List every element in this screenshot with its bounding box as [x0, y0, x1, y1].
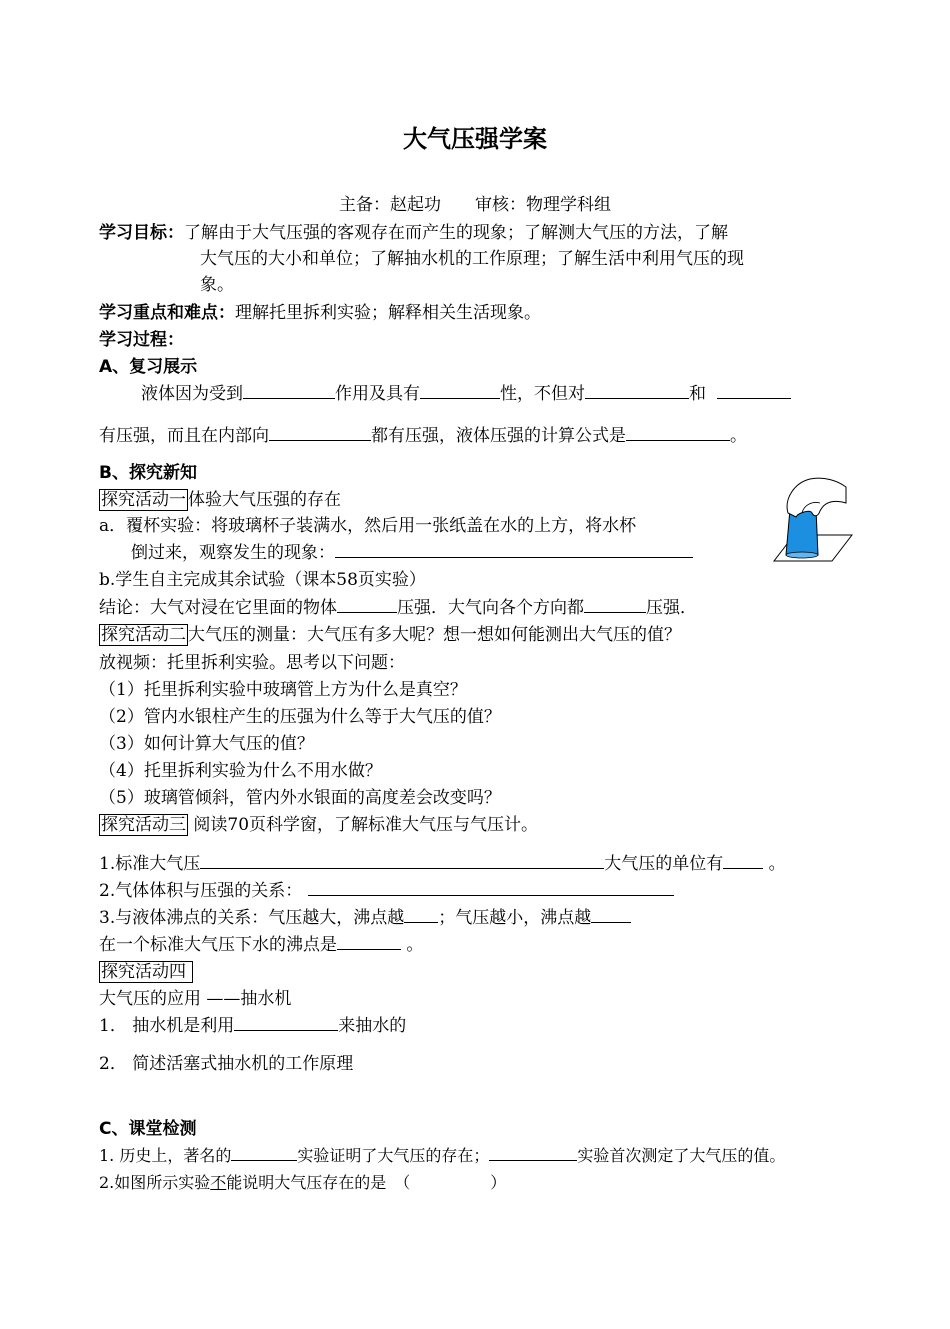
keypoints-label: 学习重点和难点： [99, 303, 235, 323]
standard-pressure-end: 。 [768, 854, 786, 874]
activity-2-line [99, 623, 681, 647]
question-4: （4）托里拆利实验为什么不用水做？ [99, 761, 382, 781]
blank-field[interactable] [337, 933, 401, 950]
activity-2-title: 大气压的测量：大气压有多大呢？想一想如何能测出大气压的值？ [188, 625, 681, 645]
check-q2-text-2: 能说明大气压存在的是 （ ） [226, 1173, 507, 1192]
section-a-text-6: 都有压强，液体压强的计算公式是 [371, 426, 626, 446]
check-q2-underlined: 不 [210, 1173, 227, 1192]
blank-field[interactable] [626, 424, 730, 441]
boiling-point-text-2: ；气压越小，沸点越 [438, 908, 592, 928]
activity-1-line [99, 488, 341, 512]
activity-3-box: 探究活动三 [101, 815, 186, 835]
pump-line-2: 2． 简述活塞式抽水机的工作原理 [99, 1054, 354, 1074]
goals-line-3: 象。 [200, 275, 234, 295]
blank-field[interactable] [335, 541, 693, 558]
goals-line-2: 大气压的大小和单位；了解抽水机的工作原理；了解生活中利用气压的现 [200, 249, 744, 269]
author-line: 主备：赵起功 审核：物理学科组 [339, 195, 611, 215]
goals-label: 学习目标： [99, 223, 184, 243]
activity-4-box: 探究活动四 [99, 961, 193, 983]
goals-text-1: 了解由于大气压强的客观存在而产生的现象；了解测大气压的方法，了解 [184, 223, 728, 243]
activity-4-line [99, 960, 193, 984]
volume-pressure-text: 2.气体体积与压强的关系： [99, 881, 303, 901]
conclusion-line [99, 596, 697, 620]
blank-field[interactable] [489, 1144, 577, 1161]
section-a-text-4: 和 [689, 384, 706, 404]
keypoints-text: 理解托里拆利实验；解释相关生活现象。 [235, 303, 541, 323]
pump-line-1 [99, 1014, 406, 1038]
section-a-text-5: 有压强，而且在内部向 [99, 426, 269, 446]
keypoints-line [99, 301, 541, 325]
activity-1-box: 探究活动一 [101, 490, 186, 510]
volume-pressure-line [99, 879, 674, 903]
check-q2-text-1: 2.如图所示实验 [99, 1173, 211, 1192]
blank-field[interactable] [404, 906, 438, 923]
blank-field[interactable] [584, 596, 646, 613]
blank-field[interactable] [231, 1144, 297, 1161]
standard-pressure-text: 1.标准大气压 [99, 854, 201, 874]
section-a-line-1 [141, 382, 791, 406]
process-label: 学习过程： [99, 330, 184, 350]
check-question-1 [99, 1144, 785, 1168]
blank-field[interactable] [308, 879, 674, 896]
section-a-text-7: 。 [730, 426, 747, 446]
activity-2-box: 探究活动二 [101, 625, 186, 645]
question-2: （2）管内水银柱产生的压强为什么等于大气压的值？ [99, 707, 501, 727]
section-b-heading: B、探究新知 [99, 463, 197, 483]
section-a-text-3: 性，不但对 [500, 384, 585, 404]
standard-pressure-line [99, 852, 786, 876]
section-c-heading: C、课堂检测 [99, 1119, 197, 1139]
blank-field[interactable] [269, 424, 371, 441]
blank-field[interactable] [337, 596, 397, 613]
conclusion-text-3: 压强． [646, 598, 697, 618]
check-q1-text-2: 实验证明了大气压的存在； [297, 1146, 490, 1165]
blank-field[interactable] [243, 382, 335, 399]
water-boiling-line [99, 933, 423, 957]
blank-field[interactable] [200, 852, 604, 869]
cup-experiment-line-1: a．覆杯实验：将玻璃杯子装满水，然后用一张纸盖在水的上方，将水杯 [99, 516, 637, 536]
cup-experiment-illustration [760, 473, 854, 567]
question-3: （3）如何计算大气压的值？ [99, 734, 314, 754]
pump-text-1: 1． 抽水机是利用 [99, 1016, 235, 1036]
section-a-line-2 [99, 424, 747, 448]
check-q1-text-3: 实验首次测定了大气压的值。 [577, 1146, 786, 1165]
application-title: 大气压的应用 ——抽水机 [99, 989, 292, 1009]
activity-1-title: 体验大气压强的存在 [188, 490, 341, 510]
blank-field[interactable] [420, 382, 500, 399]
section-a-text-1: 液体因为受到 [141, 384, 243, 404]
cup-experiment-text: 倒过来，观察发生的现象： [131, 543, 335, 563]
blank-field[interactable] [591, 906, 631, 923]
pressure-unit-text: 大气压的单位有 [604, 854, 724, 874]
activity-3-title: 阅读70页科学窗，了解标准大气压与气压计。 [193, 815, 539, 835]
video-line: 放视频：托里拆利实验。思考以下问题： [99, 653, 405, 673]
blank-field[interactable] [585, 382, 689, 399]
section-a-heading: A、复习展示 [99, 357, 198, 377]
conclusion-text-2: 压强．大气向各个方向都 [397, 598, 584, 618]
section-a-text-2: 作用及具有 [335, 384, 420, 404]
water-boiling-text: 在一个标准大气压下水的沸点是 [99, 935, 337, 955]
cup-experiment-line-2 [131, 541, 693, 565]
blank-field[interactable] [234, 1014, 338, 1031]
pump-text-2: 来抽水的 [338, 1016, 407, 1036]
question-1: （1）托里拆利实验中玻璃管上方为什么是真空？ [99, 680, 467, 700]
check-q1-text-1: 1. 历史上，著名的 [99, 1146, 232, 1165]
boiling-point-text-1: 3.与液体沸点的关系：气压越大，沸点越 [99, 908, 405, 928]
page-title: 大气压强学案 [403, 125, 547, 153]
water-boiling-end: 。 [406, 935, 424, 955]
activity-3-line [99, 813, 538, 837]
goals-line-1 [99, 221, 728, 245]
check-question-2 [99, 1171, 506, 1195]
blank-field[interactable] [717, 382, 791, 399]
blank-field[interactable] [723, 852, 763, 869]
self-experiment-line: b.学生自主完成其余试验（课本58页实验） [99, 570, 426, 590]
conclusion-text-1: 结论：大气对浸在它里面的物体 [99, 598, 337, 618]
boiling-point-line [99, 906, 631, 930]
question-5: （5）玻璃管倾斜，管内外水银面的高度差会改变吗？ [99, 788, 501, 808]
